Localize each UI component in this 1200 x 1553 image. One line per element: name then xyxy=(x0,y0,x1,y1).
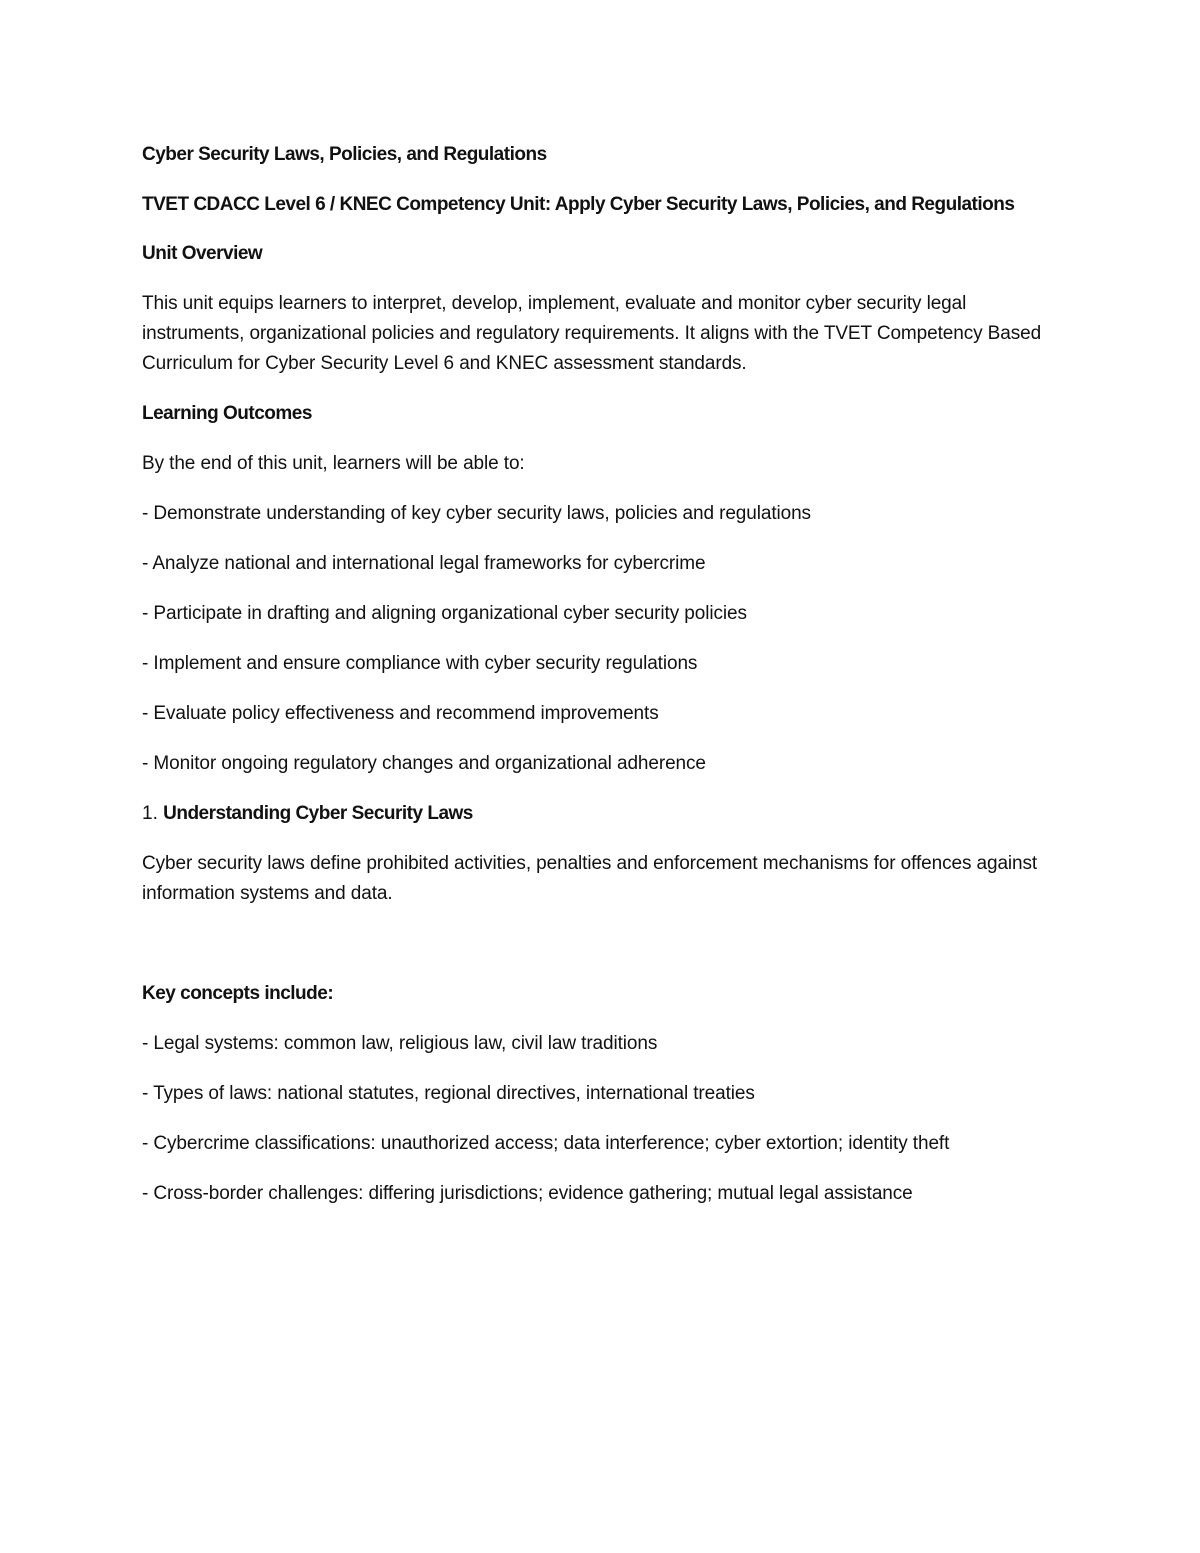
list-item: - Types of laws: national statutes, regional directives, international treaties xyxy=(142,1083,755,1104)
key-concepts-list xyxy=(142,1029,1042,1209)
list-item: - Cross-border challenges: differing jurisdictions; evidence gathering; mutual legal assistance xyxy=(142,1183,913,1204)
list-item: - Cybercrime classifications: unauthorized access; data interference; cyber extortion; identity theft xyxy=(142,1133,950,1154)
section-title: Understanding Cyber Security Laws xyxy=(163,803,473,824)
learning-outcomes-list xyxy=(142,499,1042,779)
learning-outcomes-heading: Learning Outcomes xyxy=(142,403,312,424)
key-concepts-heading: Key concepts include: xyxy=(142,983,334,1004)
unit-overview-text: This unit equips learners to interpret, develop, implement, evaluate and monitor cyber security legal instruments, organizational policies and regulatory requirements. It aligns with the TVET Competency Based Curriculum for Cyber Security Level 6 and KNEC assessment standards. xyxy=(142,293,1042,374)
list-item: - Analyze national and international legal frameworks for cybercrime xyxy=(142,553,706,574)
list-item: - Implement and ensure compliance with cyber security regulations xyxy=(142,653,698,674)
blank-line xyxy=(142,929,1042,979)
section-1-heading xyxy=(142,799,1042,829)
list-item: - Evaluate policy effectiveness and recommend improvements xyxy=(142,703,659,724)
list-item: - Participate in drafting and aligning organizational cyber security policies xyxy=(142,603,747,624)
learning-outcomes-intro: By the end of this unit, learners will be able to: xyxy=(142,453,525,474)
list-item: - Legal systems: common law, religious law, civil law traditions xyxy=(142,1033,658,1054)
section-number: 1. xyxy=(142,803,164,824)
document-title: Cyber Security Laws, Policies, and Regulations xyxy=(142,144,547,165)
list-item: - Monitor ongoing regulatory changes and organizational adherence xyxy=(142,753,706,774)
list-item: - Demonstrate understanding of key cyber security laws, policies and regulations xyxy=(142,503,811,524)
section-1-text: Cyber security laws define prohibited activities, penalties and enforcement mechanisms for offences against information systems and data. xyxy=(142,853,1038,904)
unit-overview-heading: Unit Overview xyxy=(142,243,263,264)
document-subtitle: TVET CDACC Level 6 / KNEC Competency Unit: Apply Cyber Security Laws, Policies, and Regulations xyxy=(142,194,1015,215)
document-content xyxy=(142,140,1042,1229)
